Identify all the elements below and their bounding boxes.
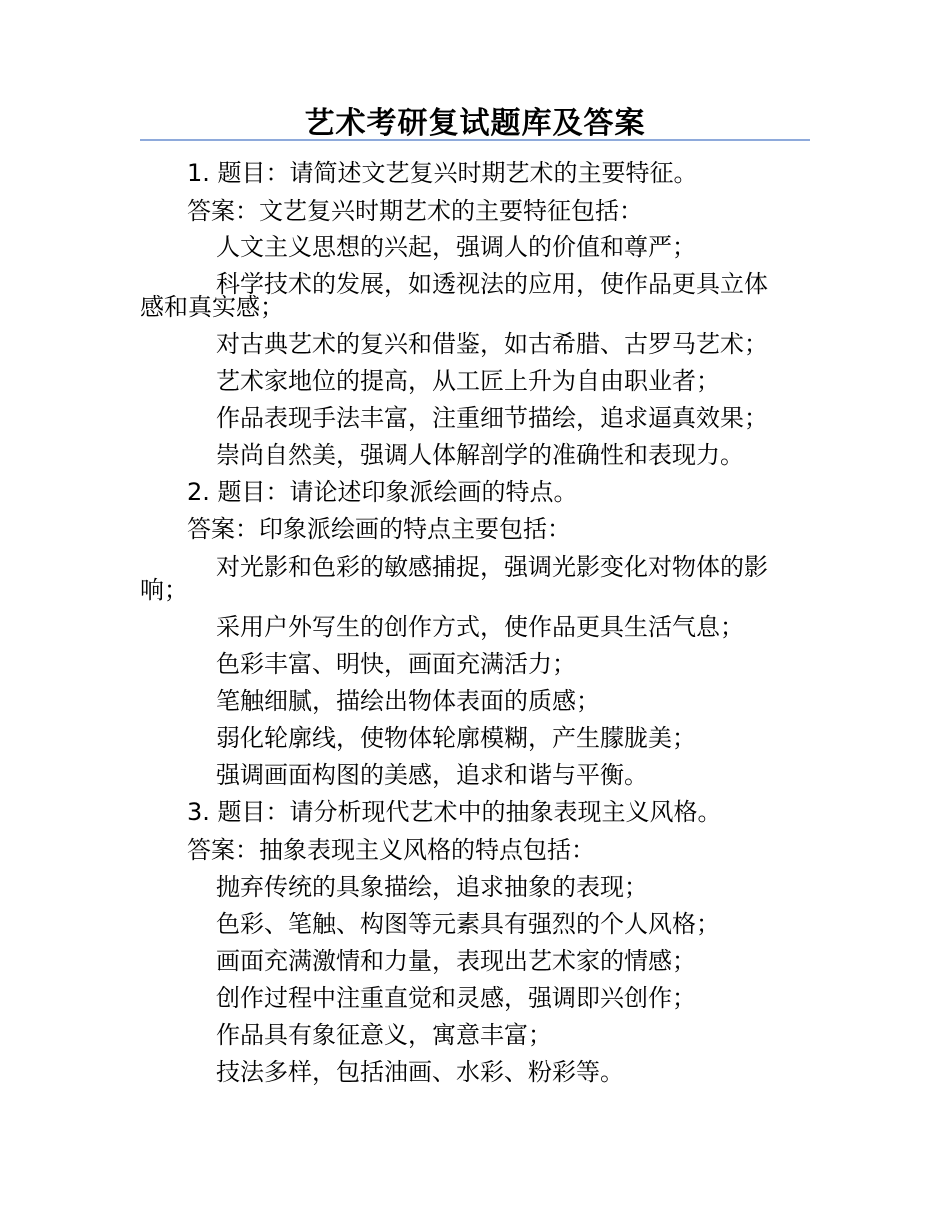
answer-1-item: 人文主义思想的兴起，强调人的价值和尊严； xyxy=(216,233,696,261)
answer-2-item: 对光影和色彩的敏感捕捉，强调光影变化对物体的影 xyxy=(216,553,768,581)
answer-2-intro: 答案：印象派绘画的特点主要包括： xyxy=(187,515,571,543)
answer-1-intro: 答案：文艺复兴时期艺术的主要特征包括： xyxy=(187,197,643,225)
question-1: 1. 题目：请简述文艺复兴时期艺术的主要特征。 xyxy=(187,159,698,187)
answer-1-item-continuation: 感和真实感； xyxy=(140,293,284,321)
answer-2-item: 采用户外写生的创作方式，使作品更具生活气息； xyxy=(216,613,744,641)
document-title: 艺术考研复试题库及答案 xyxy=(304,106,646,141)
answer-1-item: 科学技术的发展，如透视法的应用，使作品更具立体 xyxy=(216,270,768,298)
answer-2-item: 弱化轮廓线，使物体轮廓模糊，产生朦胧美； xyxy=(216,724,696,752)
answer-1-item: 崇尚自然美，强调人体解剖学的准确性和表现力。 xyxy=(216,441,744,469)
answer-2-item-continuation: 响； xyxy=(140,576,188,604)
question-3: 3. 题目：请分析现代艺术中的抽象表现主义风格。 xyxy=(187,798,722,826)
title-underline xyxy=(140,139,810,141)
answer-3-intro: 答案：抽象表现主义风格的特点包括： xyxy=(187,836,595,864)
answer-3-item: 创作过程中注重直觉和灵感，强调即兴创作； xyxy=(216,984,696,1012)
answer-3-item: 抛弃传统的具象描绘，追求抽象的表现； xyxy=(216,873,648,901)
answer-1-item: 对古典艺术的复兴和借鉴，如古希腊、古罗马艺术； xyxy=(216,330,768,358)
question-2: 2. 题目：请论述印象派绘画的特点。 xyxy=(187,478,578,506)
answer-3-item: 画面充满激情和力量，表现出艺术家的情感； xyxy=(216,947,696,975)
answer-3-item: 技法多样，包括油画、水彩、粉彩等。 xyxy=(216,1058,624,1086)
answer-2-item: 笔触细腻，描绘出物体表面的质感； xyxy=(216,687,600,715)
answer-1-item: 作品表现手法丰富，注重细节描绘，追求逼真效果； xyxy=(216,404,768,432)
answer-2-item: 强调画面构图的美感，追求和谐与平衡。 xyxy=(216,761,648,789)
answer-1-item: 艺术家地位的提高，从工匠上升为自由职业者； xyxy=(216,367,720,395)
answer-2-item: 色彩丰富、明快，画面充满活力； xyxy=(216,650,576,678)
answer-3-item: 色彩、笔触、构图等元素具有强烈的个人风格； xyxy=(216,910,720,938)
answer-3-item: 作品具有象征意义，寓意丰富； xyxy=(216,1021,552,1049)
